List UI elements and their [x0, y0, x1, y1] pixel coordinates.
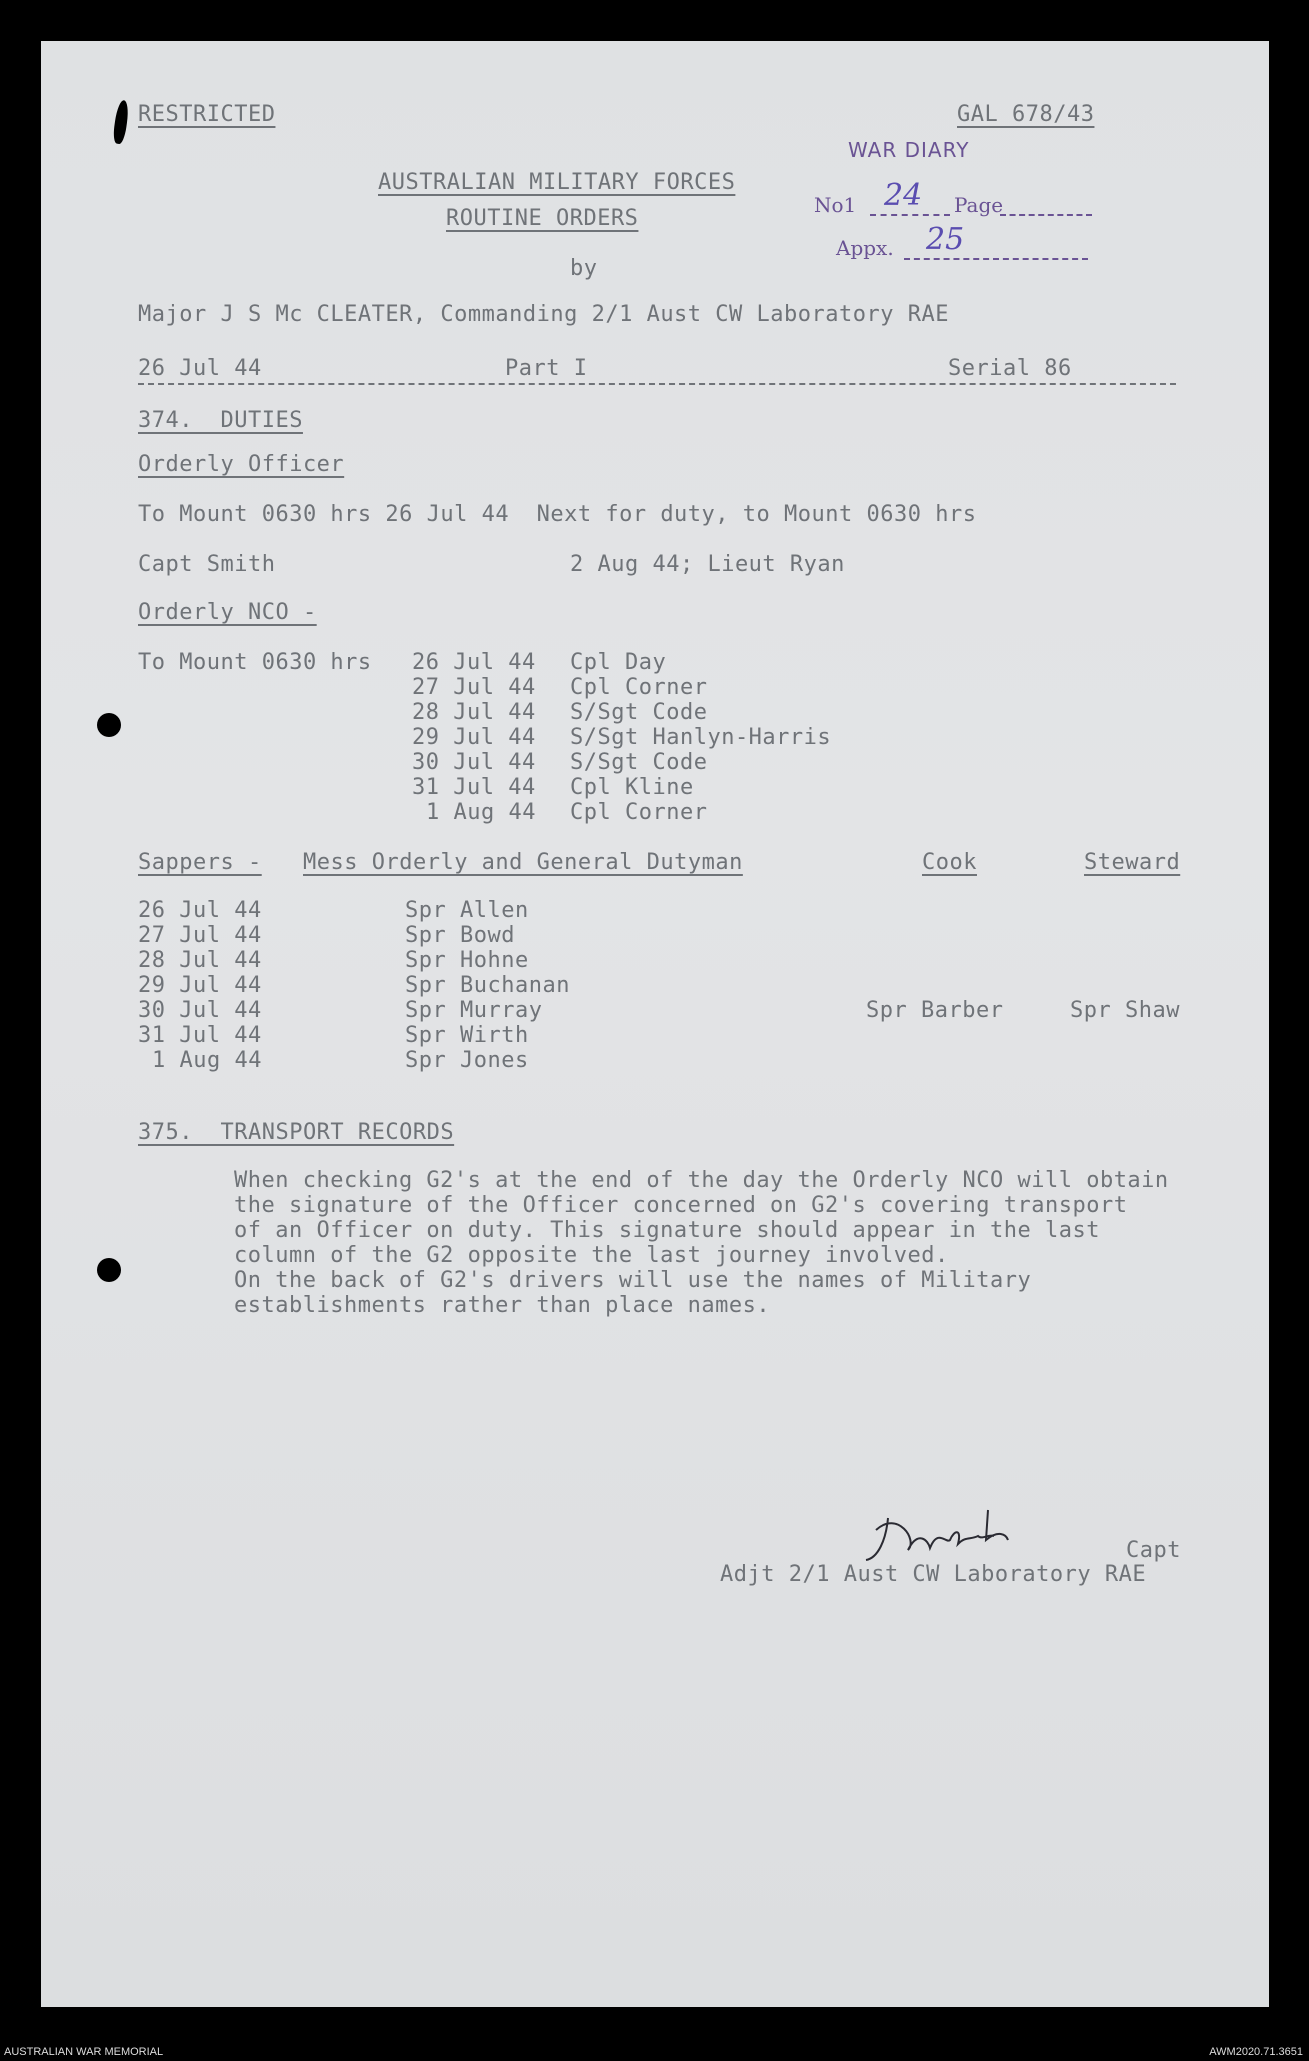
stamp-appx-label: Appx. — [836, 236, 894, 260]
section-374-heading: 374. DUTIES — [138, 408, 303, 433]
sapper-date: 30 Jul 44 — [138, 998, 262, 1023]
sapper-date: 1 Aug 44 — [152, 1048, 262, 1073]
signature-line: Adjt 2/1 Aust CW Laboratory RAE — [720, 1562, 1147, 1587]
footer-right: AWM2020.71.3651 — [1209, 2046, 1303, 2058]
orderly-officer-line-1: To Mount 0630 hrs 26 Jul 44 Next for duty, to Mount 0630 hrs — [138, 502, 977, 527]
sapper-name: Spr Jones — [405, 1048, 529, 1073]
sapper-date: 28 Jul 44 — [138, 948, 262, 973]
nco-name: Cpl Corner — [570, 800, 708, 825]
stamp-appx-value: 25 — [926, 222, 965, 257]
sapper-date: 27 Jul 44 — [138, 923, 262, 948]
sapper-name: Spr Wirth — [405, 1023, 529, 1048]
nco-date: 31 Jul 44 — [412, 775, 536, 800]
part-number: Part I — [505, 356, 588, 381]
sapper-date: 29 Jul 44 — [138, 973, 262, 998]
paragraph-line: establishments rather than place names. — [234, 1293, 771, 1318]
stamp-page-label: Page — [954, 193, 1004, 217]
nco-name: Cpl Corner — [570, 675, 708, 700]
orderly-officer-next: 2 Aug 44; Lieut Ryan — [570, 552, 845, 577]
sapper-name: Spr Murray — [405, 998, 543, 1023]
signature-rank: Capt — [1126, 1538, 1181, 1563]
document-title: AUSTRALIAN MILITARY FORCES — [378, 170, 736, 195]
sapper-name: Spr Buchanan — [405, 973, 570, 998]
orderly-officer-heading: Orderly Officer — [138, 452, 345, 477]
signature-graphic — [858, 1500, 1048, 1570]
by-text: by — [570, 256, 598, 281]
sapper-name: Spr Allen — [405, 898, 529, 923]
sapper-date: 31 Jul 44 — [138, 1023, 262, 1048]
handwritten-signature — [858, 1500, 1048, 1570]
stamp-no-value: 24 — [884, 178, 923, 213]
nco-date: 29 Jul 44 — [412, 725, 536, 750]
paragraph-line: On the back of G2's drivers will use the names of Military — [234, 1268, 1032, 1293]
paragraph-line: of an Officer on duty. This signature should appear in the last — [234, 1218, 1100, 1243]
steward-name: Spr Shaw — [1070, 998, 1180, 1023]
sappers-label: Sappers - — [138, 850, 262, 875]
nco-date: 28 Jul 44 — [412, 700, 536, 725]
nco-name: S/Sgt Code — [570, 750, 708, 775]
nco-name: S/Sgt Hanlyn-Harris — [570, 725, 832, 750]
nco-name: Cpl Day — [570, 650, 667, 675]
orderly-nco-heading: Orderly NCO - — [138, 600, 317, 625]
header-rule — [138, 383, 1176, 385]
section-375-heading: 375. TRANSPORT RECORDS — [138, 1120, 455, 1145]
nco-date: 1 Aug 44 — [426, 800, 536, 825]
steward-heading: Steward — [1084, 850, 1181, 875]
sapper-date: 26 Jul 44 — [138, 898, 262, 923]
order-date: 26 Jul 44 — [138, 356, 262, 381]
orderly-officer-current: Capt Smith — [138, 552, 276, 577]
issuer-line: Major J S Mc CLEATER, Commanding 2/1 Aust CW Laboratory RAE — [138, 302, 949, 327]
classification: RESTRICTED — [138, 102, 276, 127]
reference-number: GAL 678/43 — [957, 102, 1095, 127]
sapper-name: Spr Hohne — [405, 948, 529, 973]
stamp-page-line — [1000, 214, 1092, 216]
nco-date: 30 Jul 44 — [412, 750, 536, 775]
nco-date: 27 Jul 44 — [412, 675, 536, 700]
cook-name: Spr Barber — [866, 998, 1004, 1023]
serial-number: Serial 86 — [948, 356, 1072, 381]
nco-name: Cpl Kline — [570, 775, 694, 800]
stamp-appx-line — [904, 258, 1088, 260]
footer-left: AUSTRALIAN WAR MEMORIAL — [4, 2046, 164, 2058]
war-diary-stamp-title: WAR DIARY — [848, 138, 970, 162]
nco-mount-prefix: To Mount 0630 hrs — [138, 650, 372, 675]
paragraph-line: column of the G2 opposite the last journey involved. — [234, 1243, 949, 1268]
sapper-name: Spr Bowd — [405, 923, 515, 948]
stamp-no-line — [870, 214, 950, 216]
punch-hole-bottom — [97, 1258, 121, 1282]
paragraph-line: When checking G2's at the end of the day the Orderly NCO will obtain — [234, 1168, 1169, 1193]
stamp-no-label: No1 — [814, 193, 857, 217]
cook-heading: Cook — [922, 850, 977, 875]
orders-title: ROUTINE ORDERS — [446, 206, 639, 231]
mess-orderly-heading: Mess Orderly and General Dutyman — [303, 850, 743, 875]
nco-name: S/Sgt Code — [570, 700, 708, 725]
nco-date: 26 Jul 44 — [412, 650, 536, 675]
punch-hole-top — [97, 713, 121, 737]
paragraph-line: the signature of the Officer concerned on G2's covering transport — [234, 1193, 1128, 1218]
